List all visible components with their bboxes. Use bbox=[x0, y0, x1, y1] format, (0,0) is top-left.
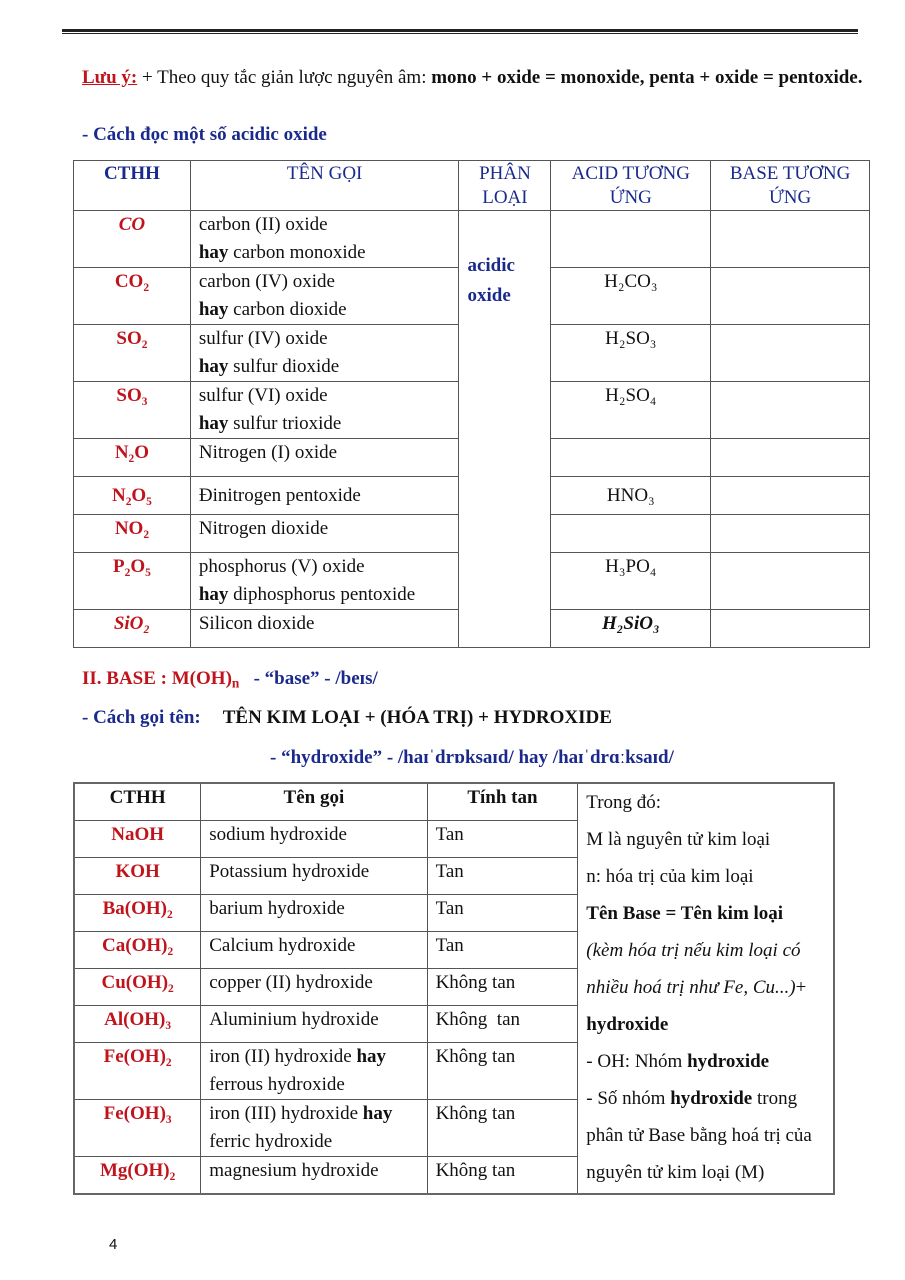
hay-word: hay bbox=[198, 299, 229, 320]
name-cell: copper (II) hydroxide bbox=[201, 969, 427, 1006]
alt-name: ferrous hydroxide bbox=[209, 1074, 345, 1095]
name-cell bbox=[190, 268, 459, 325]
hydroxide-pronunciation: - “hydroxide” - /haɪˈdrɒksaɪd/ hay /haɪˈdrɑːksaɪd/ bbox=[270, 747, 674, 768]
acid-cell bbox=[551, 211, 711, 268]
base-cell bbox=[711, 610, 870, 648]
formula-cell: Fe(OH)₃ bbox=[74, 1100, 201, 1157]
hay-word: hay bbox=[362, 1103, 393, 1124]
name-cell bbox=[190, 211, 459, 268]
name-cell: Silicon dioxide bbox=[190, 610, 459, 648]
header-tinh-tan: Tính tan bbox=[427, 783, 578, 821]
base-cell bbox=[711, 477, 870, 515]
notes-plain: - OH: Nhóm bbox=[586, 1051, 688, 1072]
base-cell bbox=[711, 268, 870, 325]
name-line bbox=[199, 239, 459, 267]
base-cell bbox=[711, 382, 870, 439]
name-cell bbox=[201, 1100, 427, 1157]
acid-cell: H₂SO₄ bbox=[551, 382, 711, 439]
alt-name: sulfur dioxide bbox=[228, 356, 340, 377]
notes-line bbox=[586, 1043, 827, 1080]
acid-cell bbox=[551, 515, 711, 553]
formula-cell: P₂O₅ bbox=[74, 553, 191, 610]
name-cell bbox=[190, 553, 459, 610]
header-rule bbox=[62, 29, 858, 34]
naming-label: - Cách gọi tên: bbox=[82, 707, 201, 728]
header-cthh: CTHH bbox=[74, 161, 191, 211]
header-ten-goi: Tên gọi bbox=[201, 783, 427, 821]
formula-cell: KOH bbox=[74, 858, 201, 895]
acid-cell: HNO₃ bbox=[551, 477, 711, 515]
hay-word: hay bbox=[198, 584, 229, 605]
note-rule: mono + oxide = monoxide, penta + oxide = pentoxide. bbox=[431, 67, 863, 88]
name-cell: Nitrogen (I) oxide bbox=[190, 439, 459, 477]
formula-cell: N₂O bbox=[74, 439, 191, 477]
classification-text: acidic oxide bbox=[467, 255, 515, 306]
notes-line: M là nguyên tử kim loại bbox=[586, 829, 771, 850]
hay-word: hay bbox=[198, 242, 229, 263]
notes-plain: trong phân tử Base bằng hoá trị của nguyên tử kim loại (M) bbox=[586, 1088, 812, 1183]
acid-cell: H₂SO₃ bbox=[551, 325, 711, 382]
name-cell: Aluminium hydroxide bbox=[201, 1006, 427, 1043]
name-cell: magnesium hydroxide bbox=[201, 1157, 427, 1195]
base-cell bbox=[711, 325, 870, 382]
name-text: iron (III) hydroxide bbox=[209, 1103, 363, 1124]
classification-cell bbox=[459, 211, 551, 648]
notes-line bbox=[586, 932, 827, 1043]
base-title-subscript: n bbox=[231, 675, 240, 691]
solubility-cell: Không tan bbox=[427, 1157, 578, 1195]
alt-name: diphosphorus pentoxide bbox=[228, 584, 416, 605]
base-table bbox=[73, 782, 835, 1195]
acidic-oxide-heading: - Cách đọc một số acidic oxide bbox=[82, 124, 327, 145]
table-header-row bbox=[74, 161, 870, 211]
acid-cell: H₂SiO₃ bbox=[551, 610, 711, 648]
header-base: BASE TƯƠNG ỨNG bbox=[711, 161, 870, 211]
name-line: sulfur (VI) oxide bbox=[198, 385, 328, 406]
solubility-cell: Không tan bbox=[427, 1100, 578, 1157]
solubility-cell: Không tan bbox=[427, 969, 578, 1006]
hay-word: hay bbox=[198, 356, 229, 377]
solubility-cell: Tan bbox=[427, 821, 578, 858]
base-pronunciation: - “base” - /beɪs/ bbox=[239, 668, 378, 689]
naming-line bbox=[82, 704, 612, 731]
solubility-cell: Không tan bbox=[427, 1043, 578, 1100]
alt-name: ferric hydroxide bbox=[209, 1131, 333, 1152]
notes-heading: Trong đó: bbox=[586, 792, 662, 813]
solubility-cell: Không tan bbox=[427, 1006, 578, 1043]
alt-name: sulfur trioxide bbox=[228, 413, 342, 434]
note-label: Lưu ý: bbox=[82, 67, 138, 88]
table-header-row bbox=[74, 783, 834, 821]
formula-cell: CO₂ bbox=[74, 268, 191, 325]
page-number: 4 bbox=[109, 1236, 118, 1253]
name-cell: sodium hydroxide bbox=[201, 821, 427, 858]
solubility-cell: Tan bbox=[427, 895, 578, 932]
formula-cell: Cu(OH)₂ bbox=[74, 969, 201, 1006]
name-line: carbon (IV) oxide bbox=[198, 271, 335, 292]
name-cell bbox=[190, 382, 459, 439]
solubility-cell: Tan bbox=[427, 858, 578, 895]
header-phan-loai: PHÂN LOẠI bbox=[459, 161, 551, 211]
base-cell bbox=[711, 211, 870, 268]
name-line bbox=[199, 410, 459, 438]
name-cell: Đinitrogen pentoxide bbox=[190, 477, 459, 515]
name-text: iron (II) hydroxide bbox=[209, 1046, 357, 1067]
notes-bold: hydroxide bbox=[687, 1051, 770, 1072]
notes-plain: + bbox=[795, 977, 807, 998]
notes-line bbox=[586, 1080, 827, 1191]
name-cell: Nitrogen dioxide bbox=[190, 515, 459, 553]
solubility-cell: Tan bbox=[427, 932, 578, 969]
note-text: + Theo quy tắc giản lược nguyên âm: bbox=[137, 67, 432, 88]
name-line bbox=[199, 296, 459, 324]
alt-name: carbon dioxide bbox=[228, 299, 347, 320]
header-ten-goi: TÊN GỌI bbox=[190, 161, 459, 211]
hay-word: hay bbox=[356, 1046, 387, 1067]
notes-plain: - Số nhóm bbox=[586, 1088, 671, 1109]
formula-cell: NO₂ bbox=[74, 515, 191, 553]
notes-line: Tên Base = Tên kim loại bbox=[586, 903, 784, 924]
name-line: carbon (II) oxide bbox=[198, 214, 328, 235]
name-cell: barium hydroxide bbox=[201, 895, 427, 932]
acid-cell: H₃PO₄ bbox=[551, 553, 711, 610]
formula-cell: SO₃ bbox=[74, 382, 191, 439]
acidic-oxide-table bbox=[73, 160, 870, 648]
base-cell bbox=[711, 553, 870, 610]
name-line bbox=[199, 581, 459, 609]
base-cell bbox=[711, 515, 870, 553]
acid-cell bbox=[551, 439, 711, 477]
formula-cell: CO bbox=[74, 211, 191, 268]
formula-cell: Ca(OH)₂ bbox=[74, 932, 201, 969]
notes-italic: (kèm hóa trị nếu kim loại có nhiều hoá trị như Fe, Cu...) bbox=[586, 940, 801, 998]
notes-cell bbox=[578, 783, 834, 1194]
notes-line: n: hóa trị của kim loại bbox=[586, 866, 754, 887]
formula-cell: Fe(OH)₂ bbox=[74, 1043, 201, 1100]
notes-bold: hydroxide bbox=[670, 1088, 753, 1109]
name-cell: Potassium hydroxide bbox=[201, 858, 427, 895]
name-cell bbox=[201, 1043, 427, 1100]
header-cthh: CTHH bbox=[74, 783, 201, 821]
name-line: sulfur (IV) oxide bbox=[198, 328, 328, 349]
formula-cell: N₂O₅ bbox=[74, 477, 191, 515]
formula-cell: SO₂ bbox=[74, 325, 191, 382]
naming-rule: TÊN KIM LOẠI + (HÓA TRỊ) + HYDROXIDE bbox=[222, 707, 612, 728]
name-line: phosphorus (V) oxide bbox=[198, 556, 365, 577]
table-row bbox=[74, 211, 870, 268]
base-section-title bbox=[82, 665, 378, 692]
header-acid: ACID TƯƠNG ỨNG bbox=[551, 161, 711, 211]
note-paragraph bbox=[82, 64, 872, 91]
name-cell: Calcium hydroxide bbox=[201, 932, 427, 969]
formula-cell: SiO₂ bbox=[74, 610, 191, 648]
hay-word: hay bbox=[198, 413, 229, 434]
name-cell bbox=[190, 325, 459, 382]
base-cell bbox=[711, 439, 870, 477]
formula-cell: Mg(OH)₂ bbox=[74, 1157, 201, 1195]
name-line bbox=[199, 353, 459, 381]
acid-cell: H₂CO₃ bbox=[551, 268, 711, 325]
formula-cell: Ba(OH)₂ bbox=[74, 895, 201, 932]
notes-bold: hydroxide bbox=[586, 1014, 669, 1035]
formula-cell: NaOH bbox=[74, 821, 201, 858]
formula-cell: Al(OH)₃ bbox=[74, 1006, 201, 1043]
alt-name: carbon monoxide bbox=[228, 242, 366, 263]
base-title: II. BASE : M(OH) bbox=[82, 668, 232, 689]
